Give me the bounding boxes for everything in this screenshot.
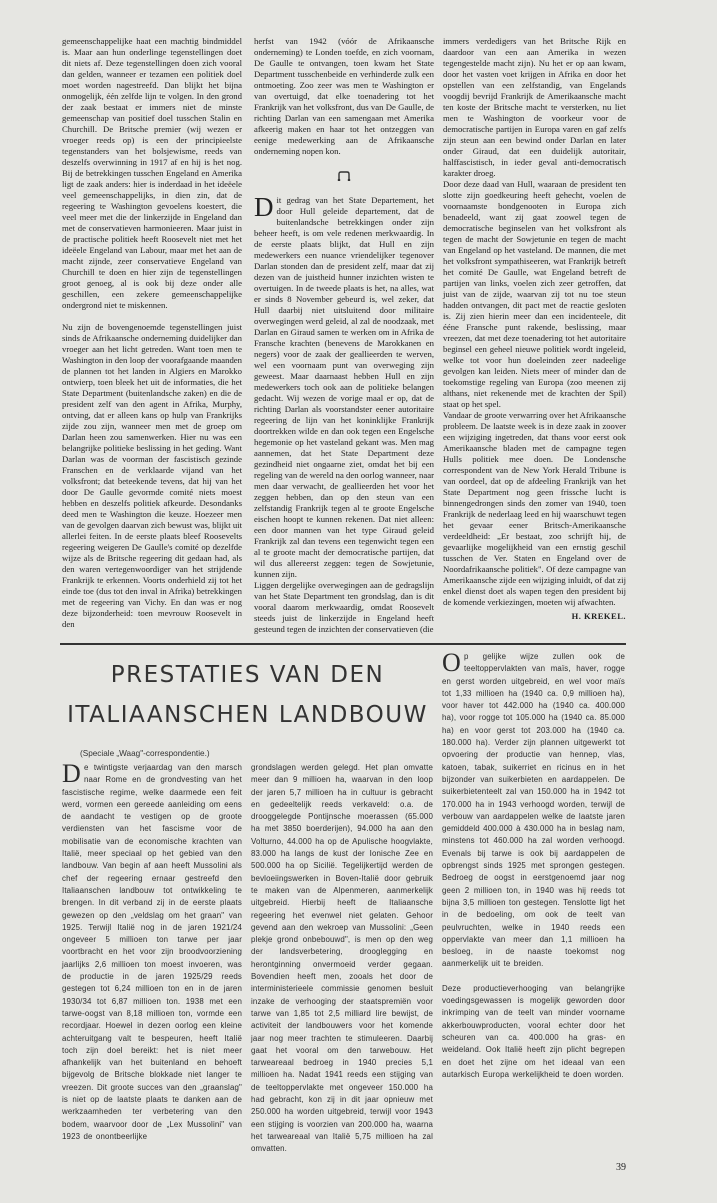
page-number: 39 [616,1161,626,1173]
byline: (Speciale „Waag"-correspondentie.) [80,749,210,758]
paragraph: Liggen dergelijke overwegingen aan de gedragslijn van het State Department ten grondslag, dan is dit vooral daarom merkwaardig, omdat Roosevelt steeds juist de linkerzijde in Engeland heeft gesteund tegen de inzichten der conservatieven (die [254,580,434,634]
paragraph: gemeenschappelijke haat een machtig bindmiddel is. Maar aan hun onderlinge tegenstellingen doet dit niets af. Deze tegenstellingen doen zich vooral dan gelden, wanneer er tezamen een politiek doel moet worden nagestreefd. Dan blijkt het bijna onmogelijk, één zelfde lijn te volgen. In den grond der zaak bestaat er immers niet de minste gemeenschap van positief doel tusschen Stalin en Churchill. De Britsche premier (wij wezen er vroeger reeds op) is een der principieelste tegenstanders van het bolsjewisme, reeds van deszelfs overwinning in 1917 af en hij is het nog. Bij de betrekkingen tusschen Engeland en Amerika ligt de zaak anders: hier is inderdaad in het ideëele veel gemeenschappelijks, in dien zin, dat de regeering te Washington gevoelens koestert, die veel meer met die der linkerzijde in Engeland dan met de conservatieven harmonieeren. Maar juist in de practische politiek heeft Roosevelt niet met het ideëele Engeland van Labour, maar met het aan de macht zijnde, zeer conservatieve Engeland van Churchill te doen en hier zijn de tegenstellingen groot genoeg, al is ook bij deze onder alle geschillen, een zekere gemeenschappelijke ondergrond niet te miskennen. [62,36,242,310]
drop-cap: D [62,759,81,788]
article1-column-3 [443,36,626,622]
article-header [62,651,433,762]
section-divider [60,643,626,645]
paragraph: grondslagen werden gelegd. Het plan omvatte meer dan 9 millioen ha, waarvan in den loop der jaren 5,7 millioen ha in cultuur is gebracht en gedeeltelijk reeds verkaveld: o.a. de drooggelegde Pontijnsche moerassen (65.000 ha met 3850 boerderijen), 94.000 ha aan den Volturno, 44.000 ha op de Apulische hoogvlakte, 83.000 ha langs de kust der Ionische Zee en 500.000 ha op Sicilië. Tegelijkertijd werden de bevloeiingswerken in Boven-Italië door gebruik te maken van de Alpenmeren, aanmerkelijk uitgebreid. Hierbij heeft de Italiaansche regeering het evenwel niet gelaten. Gehoor gevend aan den wekroep van Mussolini: „Geen plekje grond onbebouwd", is men op den weg der landsverbetering, drooglegging en herontginning onvermoeid verder gegaan. Bovendien heeft men, zooals het door de interministerieele commissie genomen besluit inzake de verhooging der staatspremiën voor tarwe van 1,85 tot 2,5 milliard lire bewijst, de activiteit der landbouwers voor het komende jaar nog meer trachten te stimuleeren. Daarbij gaat het vooral om den tarwebouw. Het tarweareaal bedroeg in 1940 precies 5,1 millioen ha. Nadat 1941 reeds een stijging van de teeltoppervlakte met ongeveer 150.000 ha had gebracht, kon zij in dit jaar opnieuw met 250.000 ha worden uitgebreid, terwijl voor 1943 een stijging is voorzien van 200.000 ha, waarna het tarweareaal van Italië 5,75 millioen ha zal omvatten. [251,763,433,1154]
drop-cap: D [254,192,274,222]
paragraph: Vandaar de groote verwarring over het Afrikaansche probleem. De laatste week is in deze zaak in zoover een wijziging ingetreden, dat thans voor eerst ook Amerikaansche bladen met de campagne tegen Hulls politiek mee doen. De Londensche correspondent van de New York Herald Tribune is van oordeel, dat op de afdeeling Frankrijk van het State Department nog geen frissche lucht is binnengedrongen sinds den zomer van 1940, toen Frankrijk de nederlaag leed en hij waarschuwt tegen het gevaar eener Britsch-Amerikaansche verdeeldheid: „Er bestaat, zoo schrijft hij, de gevaarlijke mogelijkheid van een ernstig geschil tusschen de Ver. Staten en Engeland over de Noordafrikaansche politiek". Of deze campagne van Amerikaansche zijde een wijziging inluidt, of dat zij enkel dienst doet als wapen tegen den president bij de komende verkiezingen, moeten wij afwachten. [443,410,626,607]
paragraph [442,648,625,971]
paragraph [254,192,434,580]
drop-cap: O [442,648,461,677]
paragraph: immers verdedigers van het Britsche Rijk en daardoor van een aan Amerika in wezen tegengestelde macht zijn). Nu het er op aan kwam, door het vasten voet krijgen in Afrika en door het opstellen van een zelfstandig, van Engelands voogdij bevrijd Frankrijk de Amerikaansche macht ten koste der Britsche macht te versterken, nu liet men te Washington de voorkeur voor de democratische partijen in Europa varen en gaf zelfs zijn steun aan een bewind onder Darlan en later onder Giraud, dat een duidelijk autoritair, halffascistisch, in ieder geval anti-democratisch karakter droeg. [443,36,626,178]
title-line-1: PRESTATIES VAN DEN [110,662,385,688]
author-signature: H. KREKEL. [571,611,626,621]
paragraph-text: it gedrag van het State Departement, het door Hull geleide departement, dat de buitenlandsche betrekkingen onder zijn beheer heeft, is om vele redenen merkwaardig. In de eerste plaats blijkt, dat Hull en zijn medewerkers een nuance vriendelijker tegenover Darlan stonden dan de president zelf, maar dat zij dezen van de juistheid hunner inzichten wisten te overtuigen. In de tweede plaats is het, na alles, wat er sinds 8 November gebeurd is, wel zeker, dat Hull daarbij niet uitsluitend door militaire overwegingen werd geleid, al zal de noodzaak, met Darlan en Giraud samen te werken om in Afrika de Fransche krachten (benevens de Marokkanen en negers) voor de zaak der geallieerden te werven, wel een voornaam punt van overweging zijn geweest. Maar daarnaast hebben Hull en zijn medewerkers toch ook aan de politieke belangen gedacht. Wij wezen de vorige maal er op, dat de richting Darlan als voorstandster eener autoritaire regeering de lijn van het koninklijke Frankrijk doortrekken wilde en dan ook tegen een Engelsche hegemonie op het vasteland gekant was. Men mag aannemen, dat het State Department deze gezindheid niet ongaarne ziet, omdat het bij een regeling van de wereld na den oorlog wanneer, naar men daar verwacht, de geallieerden het voor het zeggen hebben, dan op den steun van een zelfstandig Frankrijk tegen al te groote Engelsche eischen hoopt te kunnen rekenen. Dat niet alleen: een door mannen van het type Giraud geleid Frankrijk zal dan tevens een tegenwicht tegen een al te groote macht der democratische partijen, dat wil dus allereerst zeggen: tegen de Sowjetunie, kunnen zijn. [254,195,434,579]
article1 [62,36,626,635]
article2-column-2 [251,762,433,1156]
paragraph: Deze productieverhooging van belangrijke voedingsgewassen is mogelijk geworden door inkrimping van de teelt van minder voorname akkerbouwproducten, vooral echter door het scheuren van ca. 400.000 ha gras- en weideland. Ook Italië heeft zijn plicht begrepen en doet het zijne om het ideaal van een autarkisch Europa werkelijkheid te doen worden. [442,983,625,1079]
article-title [62,655,433,735]
article2-column-1 [62,759,242,1143]
paragraph [62,759,242,1143]
section-ornament-icon [254,171,434,183]
paragraph: Nu zijn de bovengenoemde tegenstellingen juist sinds de Afrikaansche onderneming duidelijker dan vroeger aan het licht getreden. Want toen men te Washington in den loop der voorafgaande maanden de plannen tot het landen in Algiers en Marokko ontwierp, toen bleek het uit de informaties, die het State Department (buitenlandsche zaken) en die de president zelf van den agent in Afrika, Murphy, ontving, dat er alleen kans op hulp van Frankrijks zijde zou zijn, wanneer men met de groep om Darlan heen zou samenwerken. Hier nu was een belangrijke politieke beslissing in het geding. Want Darlan was de voorman der fascistisch gezinde Franschen en de verklaarde vijand van het volksfront; dat beteekende tevens, dat hij van het door De Gaulle gevormde comité niets moest hebben en deszelfs politiek afkeurde. Desondanks deed men te Washington die keuze. Hoezeer men van de gevolgen daarvan zich bewust was, blijkt uit allerlei feiten. In de eerste plaats bleef Roosevelts regeering weigeren De Gaulle's comité op dezelfde wijze als de Britsche regeering dit gedaan had, als den waren vertegenwoordiger van het strijdende Frankrijk te erkennen. Voorts onderhield zij tot het einde toe (dus tot den inval in Afrika) betrekkingen met de regeering van Vichy. En dan was er nog deze bijzonderheid: toen mevrouw Roosevelt in den [62,322,242,629]
article1-column-1 [62,36,242,630]
paragraph: herfst van 1942 (vóór de Afrikaansche onderneming) te Londen toefde, en zich voornam, De Gaulle te ontvangen, toen kwam het State Department tusschenbeide en verhinderde zulk een ontmoeting. Zoo zeer was men te Washington er van overtuigd, dat elke toenadering tot het Frankrijk van het volksfront, dus van De Gaulle, de richting Darlan van een samengaan met Amerika afkeerig maken en haar tot het ontzeggen van eenige medewerking aan de Afrikaansche onderneming nopen kon. [254,36,434,156]
article2-column-3 [442,648,625,1081]
article2 [62,648,626,1156]
paragraph-text: e twintigste verjaardag van den marsch naar Rome en de grondvesting van het fascistische regime, welke daarmede een feit werd, vormen een gereede aanleiding om eens de aandacht te vestigen op de groote verdiensten van het fascisme voor de mobilisatie van de economische krachten van Italië, meer speciaal op het gebied van den landbouw. Van begin af aan heeft Mussolini als chef der regeering ernaar gestreefd den Italiaanschen landbouw tot ontwikkeling te brengen. In dit verband zij in de eerste plaats gewezen op den „veldslag om het graan" van 1925. Terwijl Italië nog in de jaren 1921/24 ongeveer 5 millioen ton tarwe per jaar voortbracht en het voor zijn broodvoorziening jaarlijks 2,6 millioen ton moest invoeren, was de productie in de jaren 1925/29 reeds gestegen tot 6,24 millioen ton en in de jaren 1930/34 tot 6,87 millioen ton. 1938 met een tarwe-oogst van 8,18 millioen ton, vormde een recordjaar. Hoewel in dezen oorlog een kleine achteruitgang valt te bespeuren, heeft Italië toch zijn doel bereikt: het is niet meer afhankelijk van het buitenland en behoeft bijgevolg de Britsche blokkade niet langer te vreezen. Dit groote succes van den „graanslag" is niet op de laatste plaats te danken aan de werkzaamheden ter verbetering van den bodem, waarvoor door de „Lex Mussolini" van 1923 de onontbeerlijke [62,763,242,1141]
paragraph-text: p gelijke wijze zullen ook de teeltoppervlakten van maïs, haver, rogge en gerst worden uitgebreid, en wel voor maïs tot 1,33 millioen ha (1940 ca. 0,9 millioen ha), voor haver tot 442.000 ha (1940 ca. 400.000 ha), voor rogge tot 105.000 ha (1940 ca. 85.000 ha) en voor gerst tot 203.000 ha (1940 ca. 180.000 ha). Verder zijn plannen uitgewerkt tot opvoering der productie van hennep, vlas, katoen, tabak, suikerriet en ricinus en in het bijzonder van suikerbieten en aardappelen. De suikerbietenteelt zal van 150.000 ha in 1942 tot 170.000 ha in 1943 verhoogd worden, terwijl de verbouw van aardappelen welke de laatste jaren gemiddeld 400.000 à 430.000 ha in beslag nam, minstens tot 460.000 ha zal worden verhoogd. Evenals bij tarwe is ook bij aardappelen de opbrengst sinds 1925 met sprongen gestegen. Bedroeg de oogst in eerstgenoemd jaar nog geen 2 millioen ton, in 1940 was hij reeds tot bijna 3,5 millioen ton gestegen. Tenslotte ligt het in de bedoeling, om ook de teelt van peulvruchten, welke in 1940 reeds een oppervlakte van meer dan 1,1 millioen ha besloeg, in de naaste toekomst nog aanmerkelijk uit te breiden. [442,652,625,969]
article1-column-2 [254,36,434,635]
paragraph: Door deze daad van Hull, waaraan de president ten slotte zijn goedkeuring heeft gehecht, voelen de voornaamste bondgenooten in Europa zich benadeeld, want zij gaat zoowel tegen de democratische beginselen van het volksfront als tegen de macht der Sowjetunie en tegen de macht van Engeland op het vasteland. De mannen, die met het volksfront sympathiseeren, wat Frankrijk betreft het comité De Gaulle, wat Engeland betreft de partijen van links, voelen zich zeer getroffen, dat juist van de zijde, waarvan zij tot nu toe steun hadden ontvangen, dit pact met de reactie gesloten is. Zij zien hierin meer dan een incidenteele, dit ééne Fransche punt rakende, beslissing, maar vreezen, dat met deze toenadering tot het autoritaire beginsel een geheel nieuwe politiek wordt ingeleid, welke tot voor hun doeleinden zeer nadeelige gevolgen kan leiden. Niets meer of minder dan de toekomstige regeling van Europa (zoo meenen zij althans, niet rekenende met de krachten der Spil) staat op het spel. [443,179,626,409]
title-line-2: ITALIAANSCHEN LANDBOUW [67,702,428,728]
